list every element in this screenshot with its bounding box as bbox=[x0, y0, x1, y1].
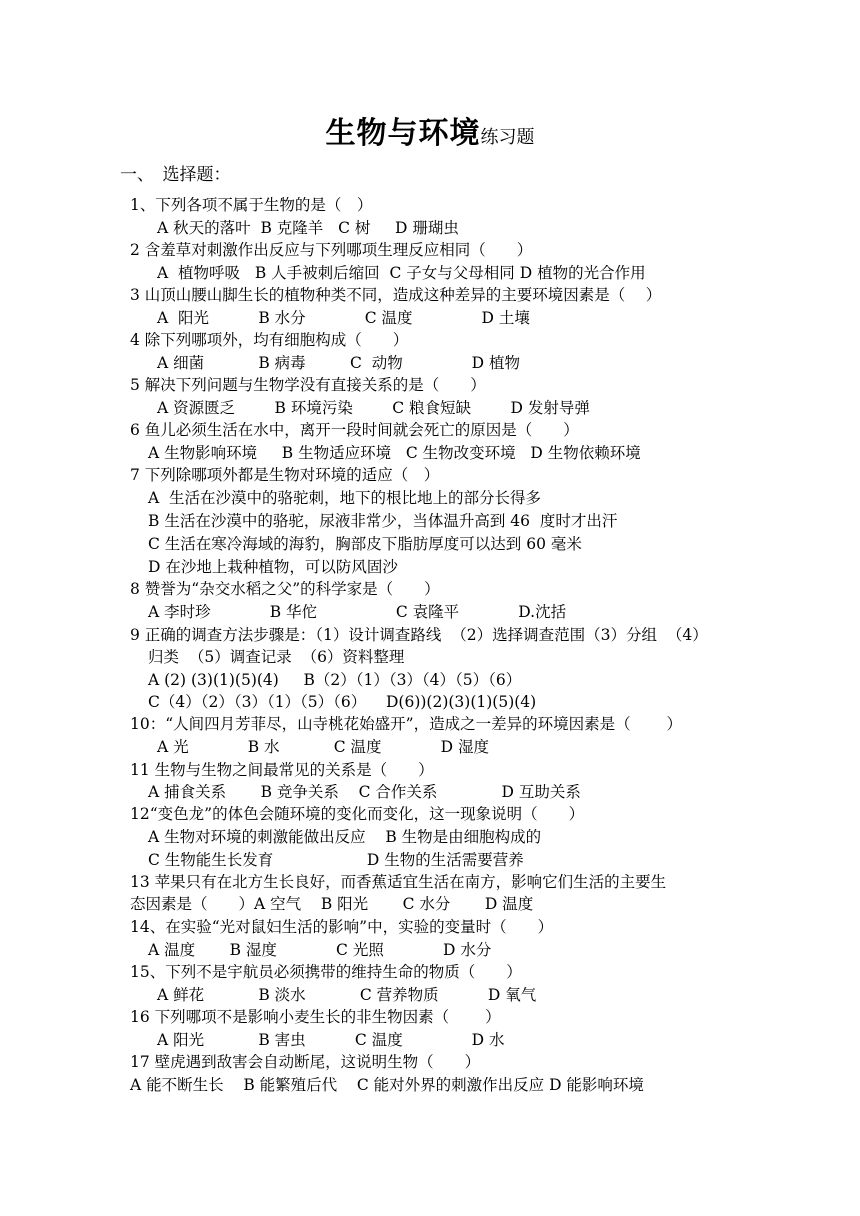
question-line: 态因素是（ ）A 空气 B 阳光 C 水分 D 温度 bbox=[130, 895, 534, 913]
question-line: 1、下列各项不属于生物的是（ ） bbox=[130, 196, 373, 214]
option-line: D 在沙地上栽种植物，可以防风固沙 bbox=[148, 558, 398, 576]
question-line: 13 苹果只有在北方生长良好，而香蕉适宜生活在南方，影响它们生活的主要生 bbox=[130, 873, 667, 891]
option-line: A 秋天的落叶 B 克隆羊 C 树 D 珊瑚虫 bbox=[157, 219, 459, 237]
question-line: 4 除下列哪项外，均有细胞构成（ ） bbox=[130, 331, 409, 349]
option-line: A 李时珍 B 华佗 C 袁隆平 D.沈括 bbox=[148, 603, 567, 621]
page-title bbox=[0, 108, 860, 152]
question-line: 5 解决下列问题与生物学没有直接关系的是（ ） bbox=[130, 376, 486, 394]
title-sub: 练习题 bbox=[480, 127, 535, 148]
option-line: A 阳光 B 害虫 C 温度 D 水 bbox=[157, 1031, 505, 1049]
option-line: A 生活在沙漠中的骆驼刺，地下的根比地上的部分长得多 bbox=[148, 489, 542, 507]
option-line: A 植物呼吸 B 人手被刺后缩回 C 子女与父母相同 D 植物的光合作用 bbox=[157, 264, 646, 282]
question-line: 17 壁虎遇到敌害会自动断尾，这说明生物（ ） bbox=[130, 1053, 481, 1071]
option-line: A 光 B 水 C 温度 D 湿度 bbox=[157, 738, 490, 756]
question-line: 2 含羞草对刺激作出反应与下列哪项生理反应相同（ ） bbox=[130, 241, 533, 259]
option-line: A 捕食关系 B 竞争关系 C 合作关系 D 互助关系 bbox=[148, 783, 581, 801]
question-line: 10：“人间四月芳菲尽，山寺桃花始盛开”，造成之一差异的环境因素是（ ） bbox=[130, 715, 683, 733]
section-heading: 一、 选择题： bbox=[120, 165, 231, 185]
question-line: 7 下列除哪项外都是生物对环境的适应（ ） bbox=[130, 466, 440, 484]
option-line: A 细菌 B 病毒 C 动物 D 植物 bbox=[157, 354, 521, 372]
option-line: A 鲜花 B 淡水 C 营养物质 D 氧气 bbox=[157, 986, 537, 1004]
option-line: A 阳光 B 水分 C 温度 D 土壤 bbox=[157, 309, 530, 327]
option-line: A 生物影响环境 B 生物适应环境 C 生物改变环境 D 生物依赖环境 bbox=[148, 444, 641, 462]
question-line: 3 山顶山腰山脚生长的植物种类不同，造成这种差异的主要环境因素是（ ） bbox=[130, 286, 662, 304]
option-line: A (2) (3)(1)(5)(4) B（2）（1）（3）（4）（5）（6） bbox=[148, 671, 522, 689]
question-line: 14、在实验“光对鼠妇生活的影响”中，实验的变量时（ ） bbox=[130, 918, 554, 936]
option-line: A 温度 B 湿度 C 光照 D 水分 bbox=[148, 941, 492, 959]
option-line: B 生活在沙漠中的骆驼，尿液非常少，当体温升高到 46 度时才出汗 bbox=[148, 512, 618, 530]
question-line: 9 正确的调查方法步骤是：（1）设计调查路线 （2）选择调查范围（3）分组 （4） bbox=[130, 626, 708, 644]
question-line: 16 下列哪项不是影响小麦生长的非生物因素（ ） bbox=[130, 1008, 501, 1026]
option-line: C（4）（2）（3）（1）（5）（6） D(6))(2)(3)(1)(5)(4) bbox=[148, 693, 537, 711]
option-line: C 生活在寒冷海域的海豹，胸部皮下脂肪厚度可以达到 60 毫米 bbox=[148, 535, 582, 553]
option-line: C 生物能生长发育 D 生物的生活需要营养 bbox=[148, 851, 524, 869]
option-line: A 能不断生长 B 能繁殖后代 C 能对外界的刺激作出反应 D 能影响环境 bbox=[130, 1076, 644, 1094]
question-line: 归类 （5）调查记录 （6）资料整理 bbox=[148, 648, 405, 666]
option-line: A 资源匮乏 B 环境污染 C 粮食短缺 D 发射导弹 bbox=[157, 399, 590, 417]
question-line: 8 赞誉为“杂交水稻之父”的科学家是（ ） bbox=[130, 580, 440, 598]
question-line: 6 鱼儿必须生活在水中，离开一段时间就会死亡的原因是（ ） bbox=[130, 421, 579, 439]
question-line: 15、下列不是宇航员必须携带的维持生命的物质（ ） bbox=[130, 963, 522, 981]
question-line: 12“变色龙”的体色会随环境的变化而变化，这一现象说明（ ） bbox=[130, 805, 585, 823]
option-line: A 生物对环境的刺激能做出反应 B 生物是由细胞构成的 bbox=[148, 828, 542, 846]
title-main: 生物与环境 bbox=[325, 116, 481, 151]
question-line: 11 生物与生物之间最常见的关系是（ ） bbox=[130, 761, 434, 779]
